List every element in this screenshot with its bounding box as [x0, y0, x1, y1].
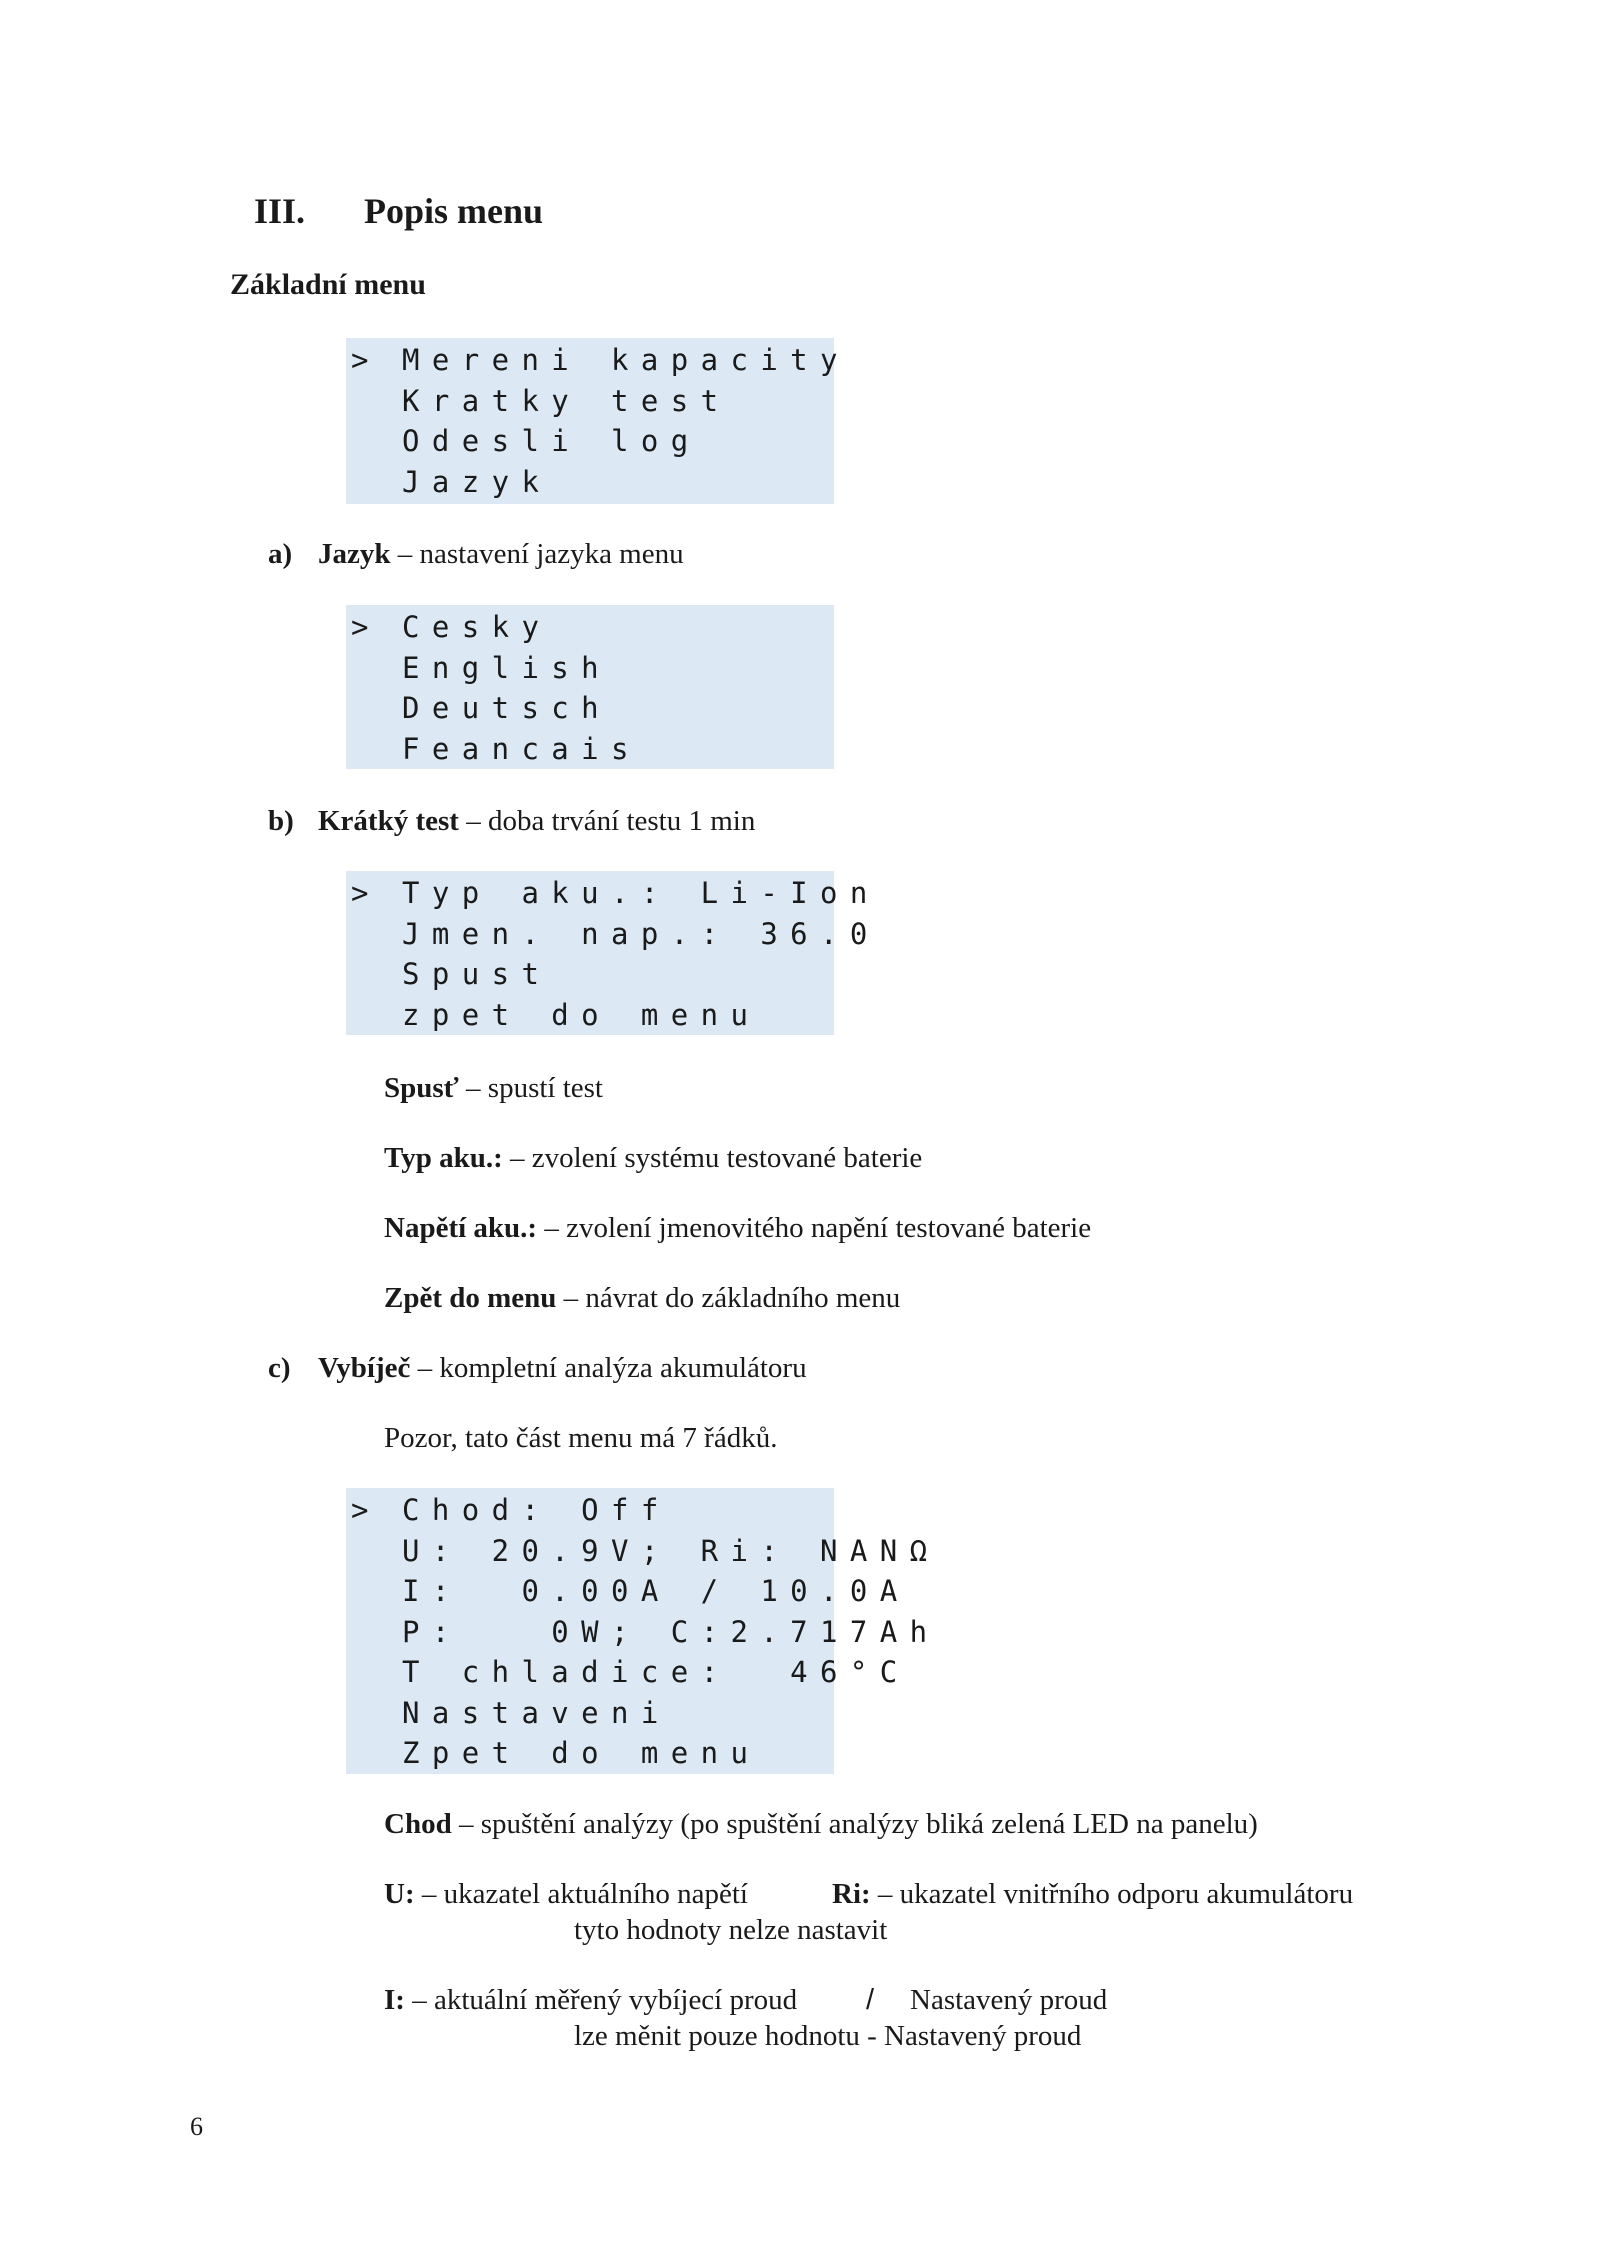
lcd-row [351, 873, 880, 914]
lcd-line: Jmen. nap.: 36.0 [402, 916, 880, 951]
section-number: III. [254, 191, 306, 231]
lcd-row [351, 340, 850, 381]
item-c-desc: – kompletní analýza akumulátoru [410, 1352, 807, 1384]
lcd-base-menu [346, 338, 850, 504]
base-menu-heading: Základní menu [230, 268, 426, 301]
lcd-line: Feancais [402, 731, 641, 766]
lcd-row [351, 914, 880, 955]
item-c-note: Pozor, tato část menu má 7 řádků. [384, 1422, 778, 1454]
lcd-row [351, 1693, 834, 1734]
definition-napeti-aku: Napětí aku.: – zvolení jmenovitého napění testované baterie [384, 1212, 1092, 1244]
lcd-line: Zpet do menu [402, 1736, 761, 1770]
lcd-row [351, 381, 834, 422]
cursor-indicator: > [351, 343, 369, 377]
lcd-row [351, 688, 834, 729]
lcd-row [351, 1652, 910, 1693]
lcd-row [351, 607, 834, 648]
lcd-short-test-menu [346, 871, 880, 1035]
lcd-line: I: 0.00A / 10.0A [402, 1574, 910, 1608]
lcd-row [351, 729, 834, 770]
definition-spust: Spusť – spustí test [384, 1072, 603, 1104]
lcd-line: English [402, 650, 612, 685]
lcd-line: Typ aku.: Li-Ion [402, 876, 880, 910]
u-ri-note: tyto hodnoty nelze nastavit [574, 1914, 888, 1946]
lcd-line: zpet do menu [402, 997, 761, 1032]
cursor-indicator: > [351, 1493, 369, 1527]
lcd-row [351, 1571, 910, 1612]
i-note: lze měnit pouze hodnotu - Nastavený proud [574, 2020, 1082, 2052]
lcd-line: Kratky test [402, 383, 731, 418]
lcd-row [351, 1490, 834, 1531]
lcd-line: Mereni kapacity [402, 343, 850, 377]
definition-typ-aku: Typ aku.: – zvolení systému testované baterie [384, 1142, 923, 1174]
lcd-line: Cesky [402, 610, 552, 644]
lcd-row [351, 1733, 834, 1774]
definition-u: U: – ukazatel aktuálního napětí [384, 1878, 748, 1910]
item-c-term: Vybíječ [318, 1352, 411, 1384]
lcd-line: Spust [402, 957, 552, 991]
item-a-term: Jazyk [318, 538, 391, 570]
lcd-line: Chod: Off [402, 1493, 671, 1527]
lcd-line: Deutsch [402, 691, 612, 725]
item-c-heading [318, 1352, 807, 1385]
lcd-language-menu [346, 605, 834, 769]
item-b-desc: – doba trvání testu 1 min [458, 805, 756, 837]
definition-ri: Ri: – ukazatel vnitřního odporu akumulátoru [832, 1878, 1354, 1910]
lcd-line: T chladice: 46°C [402, 1655, 910, 1689]
lcd-row [351, 648, 834, 689]
definition-zpet-do-menu: Zpět do menu – návrat do základního menu [384, 1282, 901, 1314]
item-b-label: b) [268, 805, 294, 837]
lcd-row [351, 1612, 940, 1653]
definition-i-separator: / [866, 1984, 875, 2016]
item-a-heading [318, 538, 684, 571]
lcd-line: U: 20.9V; Ri: NANΩ [402, 1533, 940, 1568]
lcd-row [351, 954, 834, 995]
lcd-line: Jazyk [402, 464, 552, 499]
lcd-line: P: 0W; C:2.717Ah [402, 1614, 940, 1649]
cursor-indicator: > [351, 876, 369, 910]
lcd-line: Odesli log [402, 424, 701, 458]
item-b-term: Krátký test [318, 805, 459, 837]
item-a-label: a) [268, 538, 293, 570]
lcd-discharger-menu [346, 1488, 940, 1774]
item-b-heading [318, 805, 755, 838]
cursor-indicator: > [351, 610, 369, 644]
definition-i-tail: Nastavený proud [910, 1984, 1108, 2016]
lcd-line: Nastaveni [402, 1695, 671, 1730]
definition-chod: Chod – spuštění analýzy (po spuštění analýzy bliká zelená LED na panelu) [384, 1808, 1258, 1840]
lcd-row [351, 421, 834, 462]
lcd-row [351, 995, 834, 1036]
section-title: Popis menu [364, 191, 544, 231]
item-a-desc: – nastavení jazyka menu [390, 538, 684, 570]
lcd-row [351, 1531, 940, 1572]
page-number: 6 [190, 2112, 203, 2141]
lcd-row [351, 462, 834, 503]
definition-i: I: – aktuální měřený vybíjecí proud [384, 1984, 798, 2016]
item-c-label: c) [268, 1352, 291, 1384]
